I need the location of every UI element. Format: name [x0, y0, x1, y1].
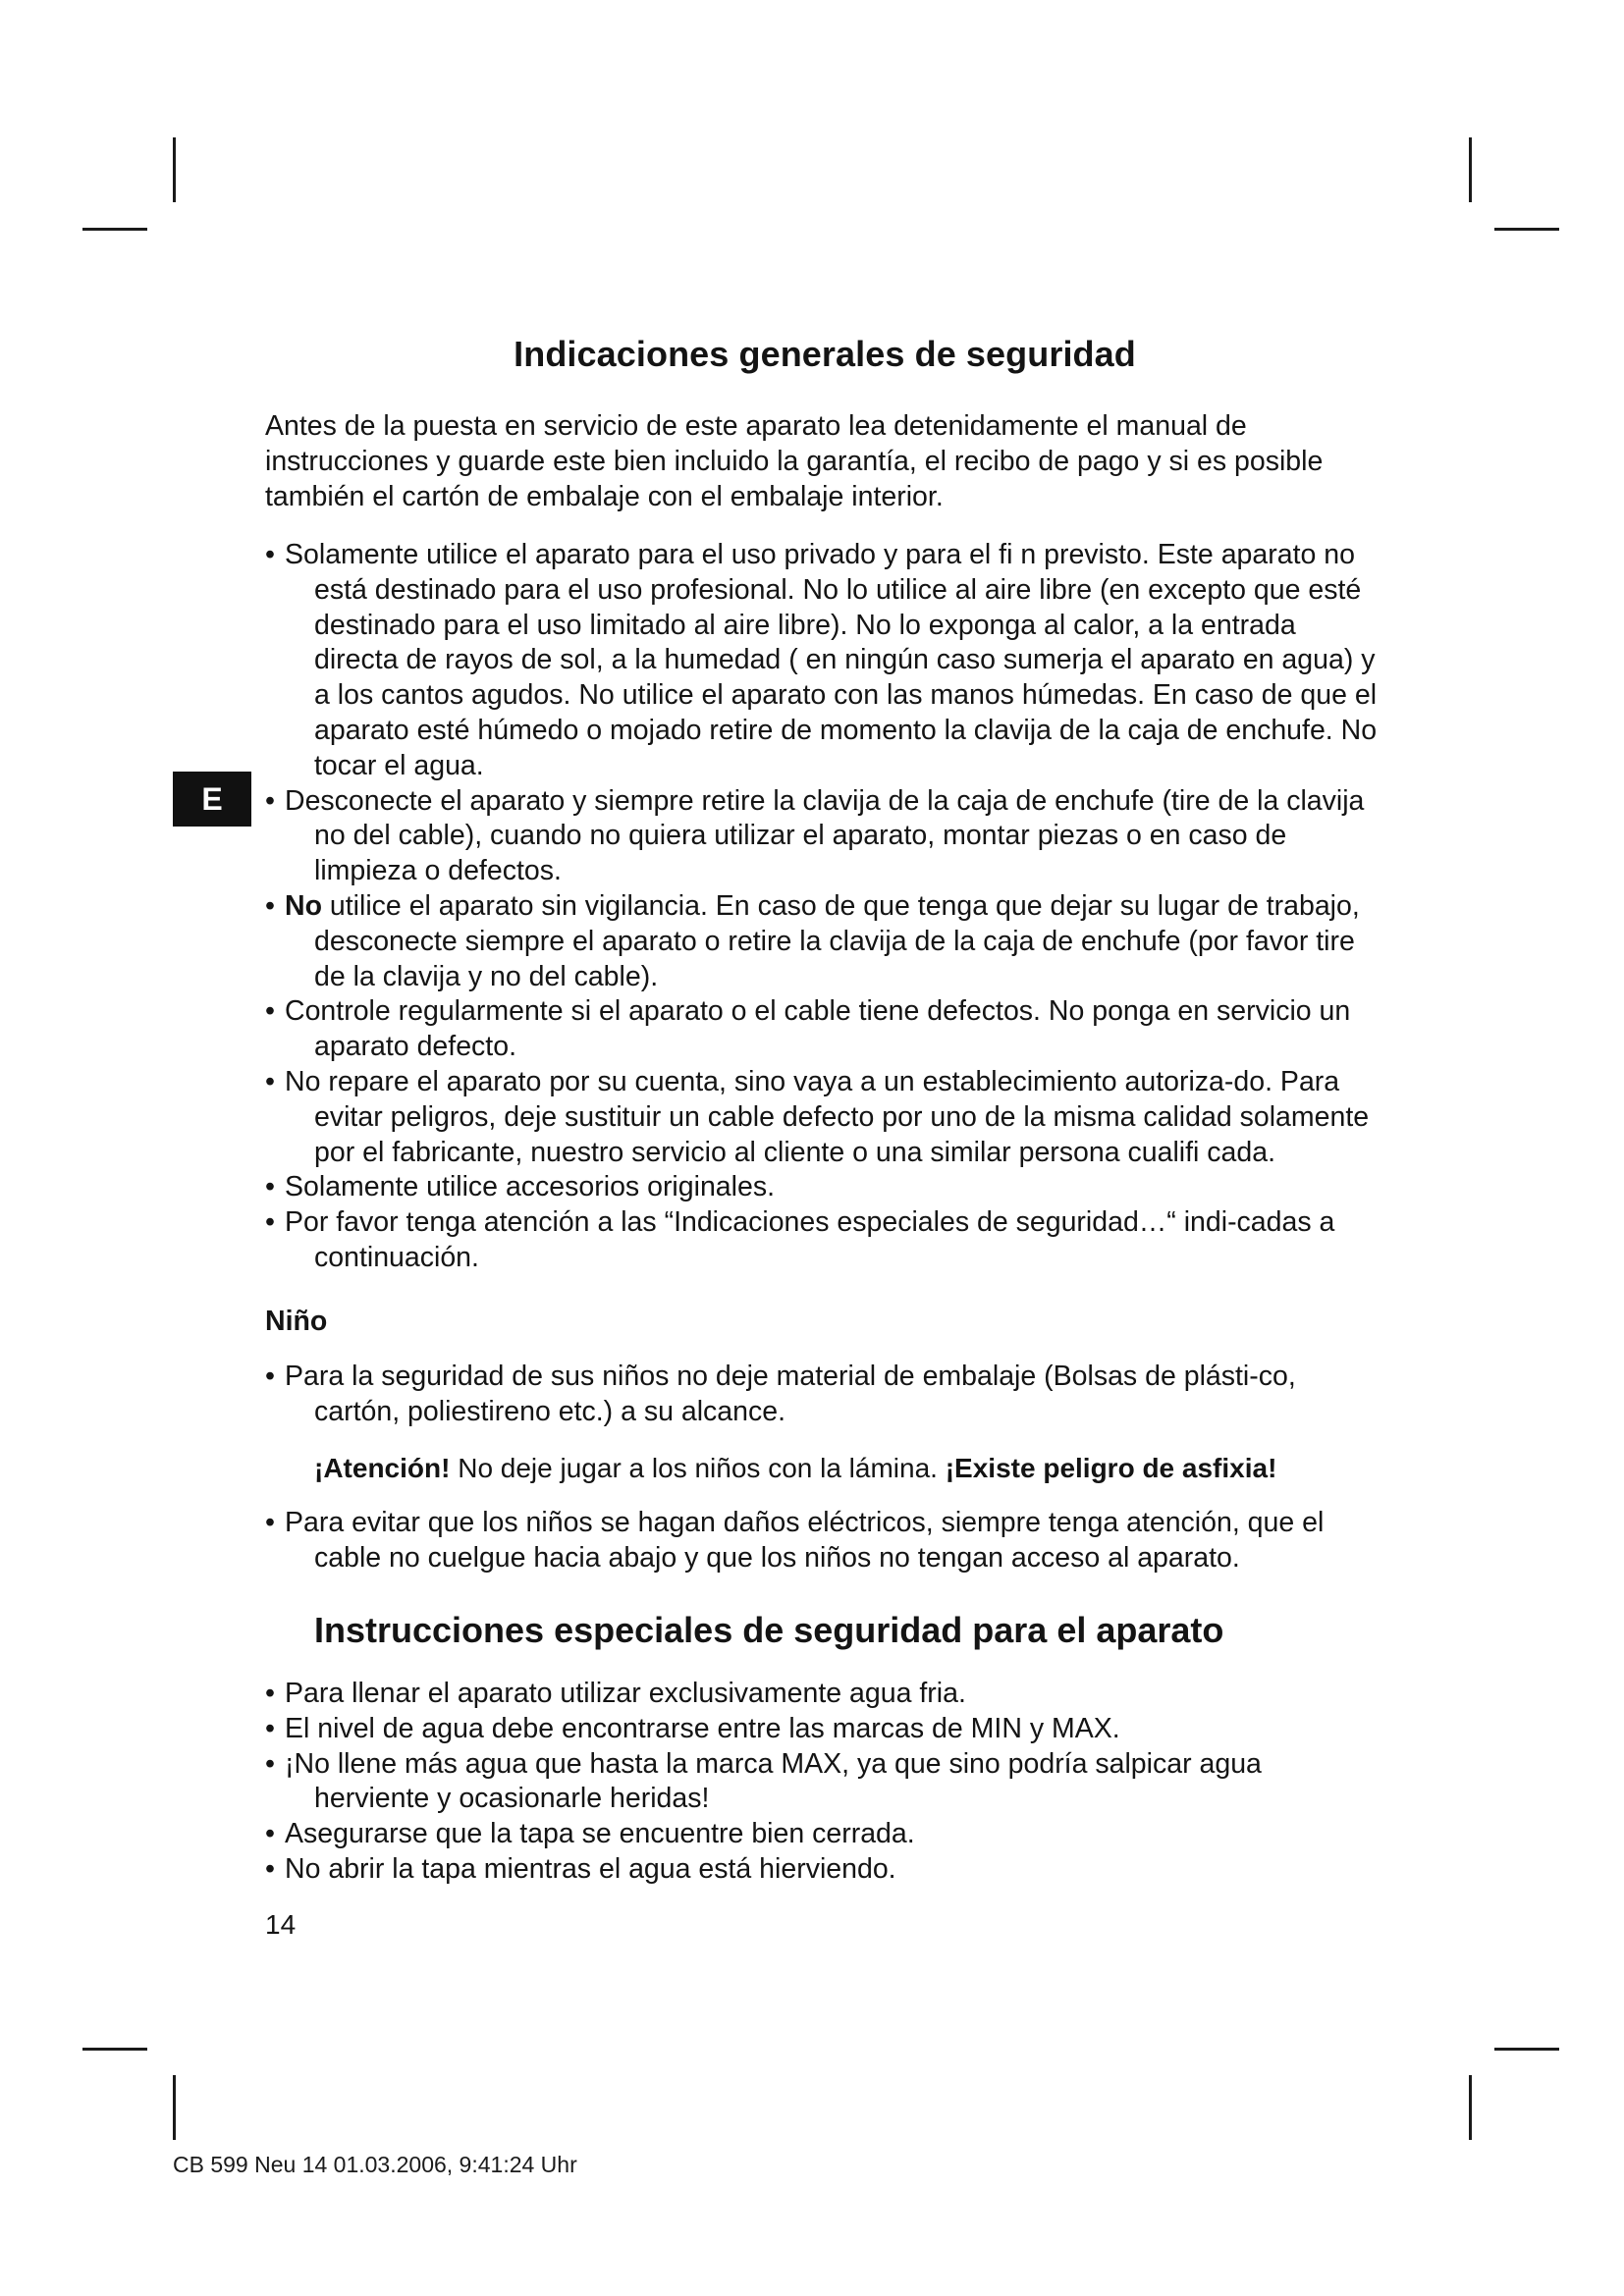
crop-mark-top-right-horizontal: [1494, 228, 1559, 231]
general-safety-list: [265, 538, 1384, 1276]
page-number: 14: [265, 1908, 297, 1940]
special-safety-list: [265, 1677, 1384, 1888]
list-item: • Desconecte el aparato y siempre retire la clavija de la caja de enchufe (tire de la clavija no del cable), cuando no quiera utilizar el aparato, montar piezas o en caso de limpieza o defectos.: [265, 784, 1384, 889]
child-safety-list: [265, 1360, 1384, 1430]
intro-paragraph: Antes de la puesta en servicio de este aparato lea detenidamente el manual de instrucciones y guarde este bien incluido la garantía, el recibo de pago y si es posible también el cartón de embalaje con el embalaje interior.: [265, 410, 1324, 512]
warning-text: No deje jugar a los niños con la lámina.: [450, 1453, 946, 1484]
child-heading: Niño: [265, 1305, 328, 1337]
crop-mark-bottom-left-vertical: [173, 2075, 176, 2140]
crop-mark-bottom-left-horizontal: [82, 2048, 147, 2051]
crop-mark-bottom-right-horizontal: [1494, 2048, 1559, 2051]
list-item: • Para la seguridad de sus niños no deje material de embalaje (Bolsas de plásti-co, cartón, poliestireno etc.) a su alcance.: [265, 1360, 1384, 1430]
crop-mark-top-left-horizontal: [82, 228, 147, 231]
list-item: • No repare el aparato por su cuenta, sino vaya a un establecimiento autoriza-do. Para evitar peligros, deje sustituir un cable defecto por uno de la misma calidad solamente por el fabricante, nuestro servicio al cliente o una similar persona cualifi cada.: [265, 1065, 1384, 1170]
list-item: • Solamente utilice el aparato para el uso privado y para el fi n previsto. Este aparato no está destinado para el uso profesional. No lo utilice al aire libre (en excepto que esté destinado para el uso limitado al aire libre). No lo exponga al calor, a la entrada directa de rayos de sol, a la humedad ( en ningún caso sumerja el aparato en agua) y a los cantos agudos. No utilice el aparato con las manos húmedas. En caso de que el aparato esté húmedo o mojado retire de momento la clavija de la caja de enchufe. No tocar el agua.: [265, 538, 1384, 784]
list-item: • El nivel de agua debe encontrarse entre las marcas de MIN y MAX.: [265, 1712, 1384, 1747]
list-item: [265, 889, 1384, 994]
list-item: • Solamente utilice accesorios originales.: [265, 1170, 1384, 1205]
crop-mark-top-left-vertical: [173, 137, 176, 202]
warning-label: ¡Atención!: [314, 1453, 451, 1484]
page-content: [265, 334, 1384, 1941]
suffocation-warning: [314, 1451, 1384, 1486]
list-item-text: utilice el aparato sin vigilancia. En caso de que tenga que dejar su lugar de trabajo, desconecte siempre el aparato o retire la clavija de la caja de enchufe (por favor tire de la clavija y no del cable).: [314, 889, 1360, 992]
list-item: • Por favor tenga atención a las “Indicaciones especiales de seguridad…“ indi-cadas a continuación.: [265, 1205, 1384, 1276]
crop-mark-bottom-right-vertical: [1469, 2075, 1472, 2140]
section-title-special-safety: Instrucciones especiales de seguridad para el aparato: [314, 1609, 1224, 1650]
list-item: • Para evitar que los niños se hagan daños eléctricos, siempre tenga atención, que el cable no cuelgue hacia abajo y que los niños no tengan acceso al aparato.: [265, 1506, 1384, 1576]
crop-mark-top-right-vertical: [1469, 137, 1472, 202]
list-item: • Para llenar el aparato utilizar exclusivamente agua fria.: [265, 1677, 1384, 1712]
list-item: • Controle regularmente si el aparato o el cable tiene defectos. No ponga en servicio un aparato defecto.: [265, 994, 1384, 1065]
warning-danger: ¡Existe peligro de asfixia!: [945, 1453, 1277, 1484]
section-title-general-safety: Indicaciones generales de seguridad: [514, 334, 1136, 374]
print-footer: CB 599 Neu 14 01.03.2006, 9:41:24 Uhr: [173, 2152, 577, 2177]
child-safety-list-2: [265, 1506, 1384, 1576]
emphasis-no: No: [285, 889, 322, 922]
list-item: • ¡No llene más agua que hasta la marca MAX, ya que sino podría salpicar agua herviente y ocasionarle heridas!: [265, 1747, 1384, 1818]
language-tab: E: [173, 772, 251, 827]
list-item: • No abrir la tapa mientras el agua está hierviendo.: [265, 1852, 1384, 1888]
list-item: • Asegurarse que la tapa se encuentre bien cerrada.: [265, 1817, 1384, 1852]
